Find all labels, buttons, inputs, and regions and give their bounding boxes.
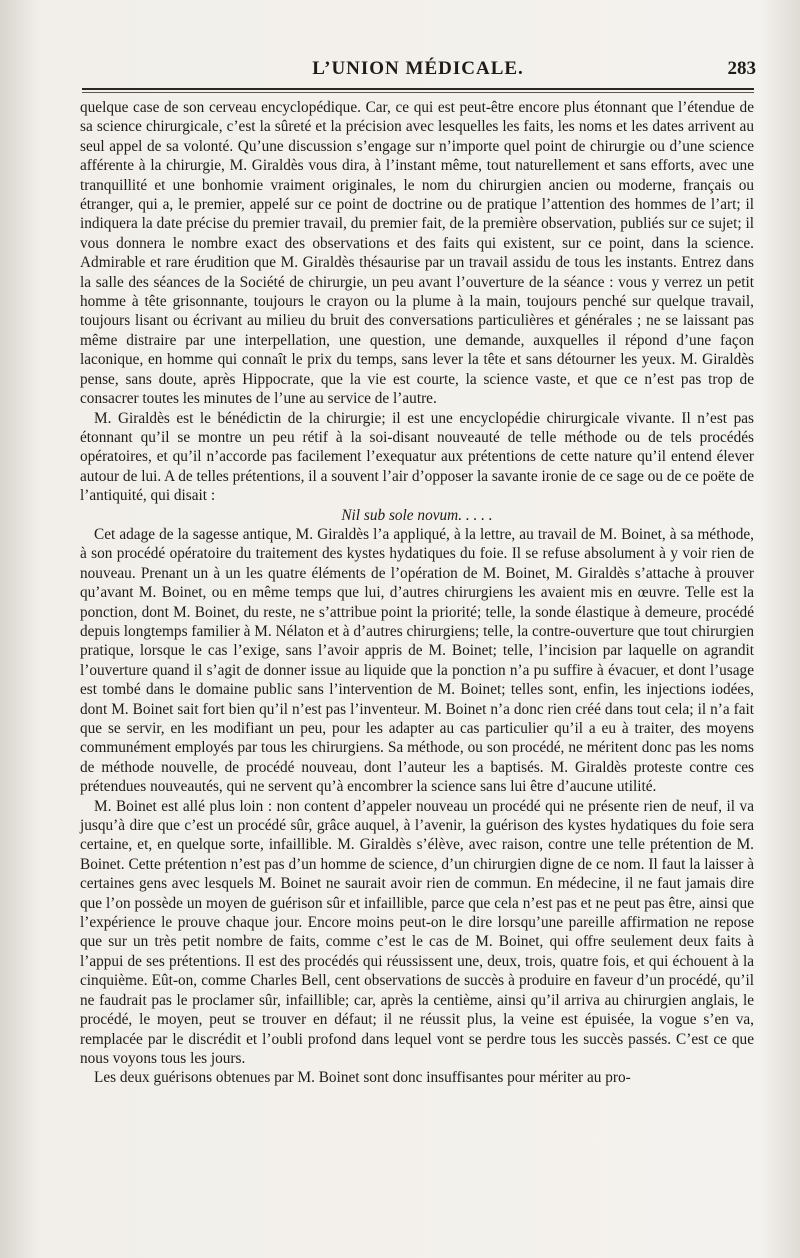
paragraph-5: Les deux guérisons obtenues par M. Boinet sont donc insuffisantes pour mériter au pro- (94, 1069, 631, 1087)
paragraph-3: Cet adage de la sagesse antique, M. Giraldès l’a appliqué, à la lettre, au travail de M. Boinet, à sa méthode, à son procédé opératoire du traitement des kystes hydatiques du foie. Il se refuse absolument à y voir rien de nouveau. Prenant un à un les quatre éléments de l’opération de M. Boinet, M. Giraldès s’attache à prouver qu’avant M. Boinet, ou en même temps que lui, d’autres chirurgiens les avaient mis en œuvre. Telle est la ponction, dont M. Boinet, du reste, ne s’attribue point la priorité; telle, la sonde élastique à demeure, procédé depuis longtemps familier à M. Nélaton et à d’autres chirurgiens; telle, la contre-ouverture que tout chirurgien pratique, lorsque le cas l’exige, sans l’avoir appris de M. Boinet; telle, l’incision par laquelle on agrandit l’ouverture quand il s’agit de donner issue au liquide que la ponction n’a pu suffire à évacuer, et dont l’usage est tombé dans le domaine public sans l’intervention de M. Boinet; telles sont, enfin, les injections iodées, dont M. Boinet sait fort bien qu’il n’est pas l’inventeur. M. Boinet n’a donc rien créé dans tout cela; il n’a fait que se servir, en les modifiant un peu, pour les adapter au cas particulier qu’il a eu à traiter, des moyens communément employés par tous les chirurgiens. Sa méthode, ou son procédé, ne méritent donc pas les noms de méthode nouvelle, de procédé nouveau, dont l’auteur les a baptisés. M. Giraldès proteste contre ces prétendues nouveautés, qui ne servent qu’à encombrer la science sans lui être d’aucune utilité. (80, 525, 754, 796)
paragraph-4: M. Boinet est allé plus loin : non content d’appeler nouveau un procédé qui ne présente rien de neuf, il va jusqu’à dire que c’est un procédé sûr, grâce auquel, à l’avenir, la guérison des kystes hydatiques du foie sera certaine, et, en quelque sorte, infaillible. M. Giraldès s’élève, avec raison, contre une telle prétention de M. Boinet. Cette prétention n’est pas d’un homme de science, d’un chirurgien digne de ce nom. Il faut la laisser à certaines gens avec lesquels M. Boinet ne saurait avoir rien de commun. En médecine, il ne faut jamais dire que l’on possède un moyen de guérison sûr et infaillible, parce que cela n’est pas et ne peut pas être, ainsi que l’expérience le prouve chaque jour. Encore moins peut-on le dire lorsqu’une pareille affirmation ne repose que sur un très petit nombre de faits, comme c’est le cas de M. Boinet, qui offre seulement deux faits à l’appui de ses prétentions. Il est des procédés qui réussissent une, deux, trois, quatre fois, et qui échouent à la cinquième. Eût-on, comme Charles Bell, cent observations de succès à produire en faveur d’un procédé, qu’il ne faudrait pas le proclamer sûr, infaillible; car, après la centième, ainsi qu’il arriva au chirurgien anglais, le procédé, le moyen, peut se trouver en défaut; il ne réussit plus, la veine est épuisée, la vogue s’en va, remplacée par le discrédit et l’oubli profond dans lequel vont se perdre tous les succès passés. C’est ce que nous voyons tous les jours. (80, 797, 754, 1067)
page-number: 283 (727, 58, 756, 79)
paragraph-1: quelque case de son cerveau encyclopédique. Car, ce qui est peut-être encore plus étonnant que l’étendue de sa science chirurgicale, c’est la sûreté et la précision avec lesquelles les faits, les noms et les dates arrivent au seul appel de sa volonté. Qu’une discussion s’engage sur n’importe quel point de chirurgie ou d’une science afférente à la chirurgie, M. Giraldès vous dira, à l’instant même, tout naturellement et sans efforts, avec une tranquillité et une bonhomie vraiment originales, le nom du chirurgien ancien ou moderne, français ou étranger, qui a, le premier, appelé sur ce point de doctrine ou de pratique l’attention des hommes de l’art; il indiquera la date précise du premier travail, du premier fait, de la première observation, publiés sur ce sujet; il vous donnera le nombre exact des observations et des faits qui existent, sur ce point, dans la science. Admirable et rare érudition que M. Giraldès thésaurise par un travail assidu de tous les instants. Entrez dans la salle des séances de la Société de chirurgie, un peu avant l’ouverture de la séance : vous y verrez un petit homme à tête grisonnante, toujours le crayon ou la plume à la main, toujours penché sur quelque travail, toujours lisant ou écrivant au milieu du bruit des conversations particulières et générales ; ne se laissant pas même distraire par une interpellation, une question, une demande, auxquelles il répond d’une façon laconique, en homme qui connaît le prix du temps, sans lever la tête et sans détourner les yeux. M. Giraldès pense, sans doute, après Hippocrate, que la vie est courte, la science vaste, et que ce n’est pas trop de consacrer toutes les minutes de l’une au service de l’autre. (80, 99, 754, 408)
latin-quote: Nil sub sole novum. . . . . (341, 506, 493, 524)
header-rule (82, 88, 754, 90)
running-title: L’UNION MÉDICALE. (312, 58, 524, 79)
header-rule-thin (82, 92, 754, 93)
body-text (80, 98, 754, 1088)
page-header (80, 58, 756, 82)
paragraph-2: M. Giraldès est le bénédictin de la chirurgie; il est une encyclopédie chirurgicale vivante. Il n’est pas étonnant qu’il se montre un peu rétif à la soi-disant nouveauté de telle méthode ou de tels procédés opératoires, et qu’il n’accorde pas facilement l’exequatur aux prétentions de cette nature qu’il entend élever autour de lui. A de telles prétentions, il a souvent l’air d’opposer la savante ironie de ce sage ou de ce poëte de l’antiquité, qui disait : (80, 409, 754, 505)
